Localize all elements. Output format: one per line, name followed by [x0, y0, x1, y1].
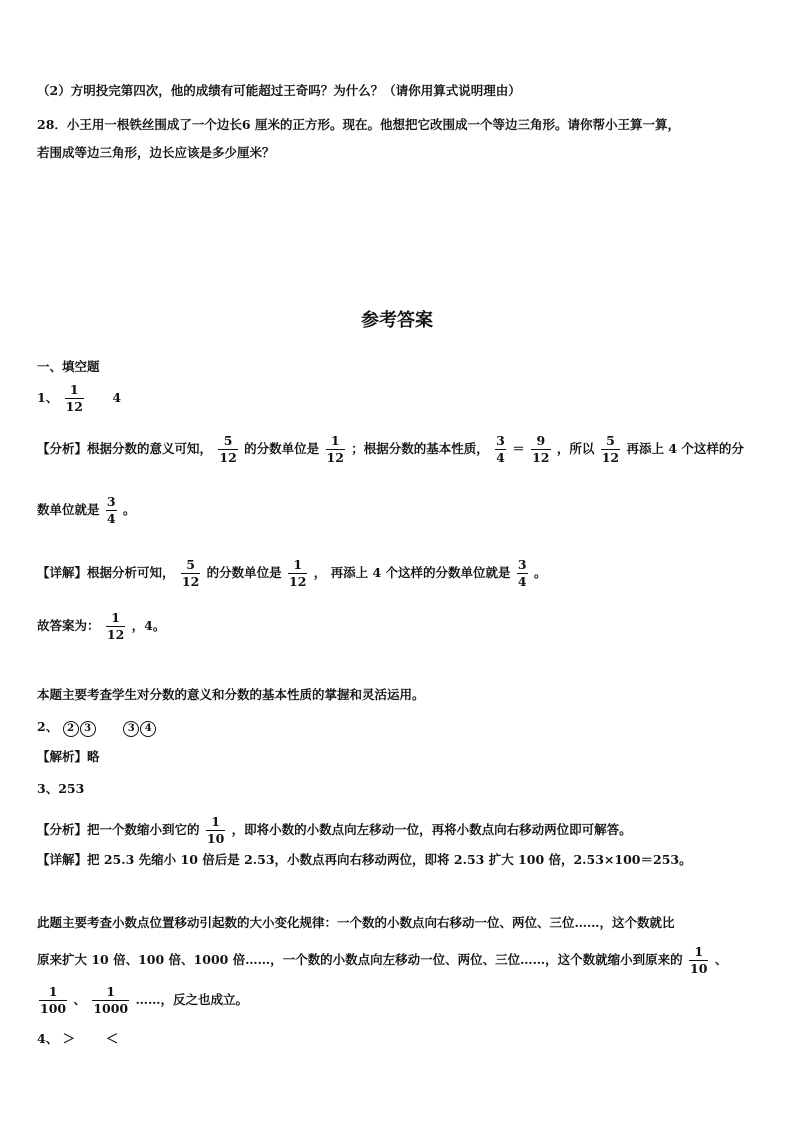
detail-text: ， 再添上 4 个这样的分数单位就是 — [313, 565, 511, 580]
answer-title: 参考答案 — [361, 310, 433, 331]
q27-part2-text: （2）方明投完第四次，他的成绩有可能超过王奇吗？为什么？（请你用算式说明理由） — [37, 83, 521, 98]
answer-1-detail — [37, 557, 546, 590]
fraction: $\frac{1}{12}$ — [65, 382, 83, 414]
fraction: $\frac{5}{12}$ — [601, 433, 620, 465]
answer-1-final — [37, 610, 165, 643]
answer-3: 3、253 — [37, 781, 85, 796]
fraction: $\frac{5}{12}$ — [219, 433, 237, 465]
summary-text: ……，反之也成立。 — [135, 992, 248, 1007]
analysis-text: ，即将小数的小数点向左移动一位，再将小数点向右移动两位即可解答。 — [231, 822, 632, 837]
answer-3-detail: 【详解】把 25.3 先缩小 10 倍后是 2.53，小数点再向右移动两位，即将 2.53 扩大 100 倍，2.53×100＝253。 — [37, 852, 692, 867]
answer-4 — [37, 1030, 118, 1048]
fraction: $\frac{5}{12}$ — [181, 557, 200, 589]
q28-text-line1: 28．小王用一根铁丝围成了一个边长6 厘米的正方形。现在。他想把它改围成一个等边三角形。请你帮小王算一算， — [37, 117, 680, 132]
fraction: $\frac{1}{100}$ — [40, 984, 67, 1016]
fraction: $\frac{3}{4}$ — [496, 433, 505, 465]
fraction: $\frac{9}{12}$ — [532, 433, 550, 465]
fraction: $\frac{1}{10}$ — [690, 944, 708, 976]
answer-1-label: 1、 — [37, 390, 59, 405]
analysis-text: 【分析】根据分数的意义可知， — [37, 441, 213, 456]
answer-text: ，4。 — [131, 618, 166, 633]
detail-text: 。 — [533, 565, 547, 580]
summary-text: 原来扩大 10 倍、100 倍、1000 倍……，一个数的小数点向左移动一位、两位、三位……，这个数就缩小到原来的 — [37, 952, 683, 967]
answer-4-value1: ＞ — [62, 1031, 76, 1046]
analysis-text: 【分析】把一个数缩小到它的 — [37, 822, 200, 837]
answer-2-label: 2、 — [37, 719, 59, 734]
answer-1-summary: 本题主要考查学生对分数的意义和分数的基本性质的掌握和灵活运用。 — [37, 687, 425, 702]
fraction: $\frac{3}{4}$ — [106, 494, 116, 526]
summary-text: 、 — [73, 992, 86, 1007]
analysis-text: 数单位就是 — [37, 502, 100, 517]
answer-1-analysis — [37, 433, 744, 466]
fraction: $\frac{1}{12}$ — [106, 610, 125, 642]
circled-number: 4 — [140, 721, 156, 737]
section-fill-in: 一、填空题 — [37, 359, 100, 374]
analysis-text: 。 — [122, 502, 136, 517]
answer-1-value2: 4 — [112, 390, 122, 405]
analysis-text: ；根据分数的基本性质， — [351, 441, 489, 456]
answer-3-summary-2 — [37, 944, 727, 977]
fraction: $\frac{1}{12}$ — [289, 557, 307, 589]
fraction: $\frac{1}{1000}$ — [93, 984, 129, 1016]
answer-1-analysis-cont — [37, 494, 135, 527]
circled-number: 2 — [63, 721, 79, 737]
circled-number: 3 — [123, 721, 139, 737]
answer-3-summary-1: 此题主要考查小数点位置移动引起数的大小变化规律：一个数的小数点向右移动一位、两位、三位……，这个数就比 — [37, 915, 675, 930]
detail-text: 【详解】根据分析可知， — [37, 565, 175, 580]
summary-text: 、 — [714, 952, 728, 967]
fraction: $\frac{3}{4}$ — [517, 557, 527, 589]
analysis-text: ，所以 — [556, 441, 595, 456]
equals-sign: ＝ — [512, 441, 525, 456]
answer-2-analysis: 【解析】略 — [37, 749, 100, 764]
analysis-text: 的分数单位是 — [244, 441, 320, 456]
answer-3-analysis — [37, 814, 632, 847]
answer-text: 故答案为： — [37, 618, 100, 633]
answer-4-label: 4、 — [37, 1031, 59, 1046]
q28-text-line2: 若围成等边三角形，边长应该是多少厘米？ — [37, 145, 275, 160]
fraction: $\frac{1}{10}$ — [206, 814, 225, 846]
answer-1 — [37, 382, 121, 415]
analysis-text: 再添上 4 个这样的分 — [626, 441, 744, 456]
detail-text: 的分数单位是 — [206, 565, 282, 580]
answer-2 — [37, 718, 157, 737]
answer-4-value2: ＜ — [105, 1031, 119, 1046]
circled-number: 3 — [80, 721, 96, 737]
fraction: $\frac{1}{12}$ — [326, 433, 344, 465]
answer-3-summary-3 — [37, 984, 248, 1017]
